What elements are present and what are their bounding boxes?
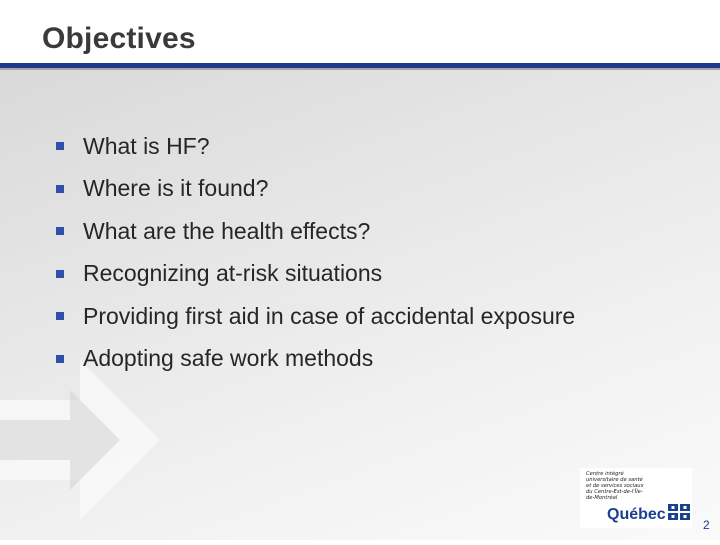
- bullet-text: What is HF?: [83, 132, 210, 159]
- ciusss-logo: [580, 468, 692, 528]
- bullet-text: What are the health effects?: [83, 217, 371, 244]
- fleur-de-lis-flag-icon: [668, 504, 690, 520]
- bullet-text: Recognizing at-risk situations: [83, 260, 383, 287]
- square-bullet-icon: [56, 355, 64, 363]
- square-bullet-icon: [56, 270, 64, 278]
- square-bullet-icon: [56, 142, 64, 150]
- objectives-list: [56, 125, 575, 380]
- quebec-wordmark: Québec: [607, 506, 666, 523]
- list-item: [56, 253, 575, 296]
- slide-title: Objectives: [42, 22, 196, 55]
- list-item: [56, 168, 575, 211]
- logo-institution-text: Centre intégré universitaire de santé et de services sociaux du Centre-Est-de-l'Île-de-Montréal: [586, 471, 644, 501]
- title-rule-grey: [0, 68, 720, 70]
- square-bullet-icon: [56, 227, 64, 235]
- bullet-text: Adopting safe work methods: [83, 345, 374, 372]
- bullet-text: Providing first aid in case of accidental exposure: [83, 302, 576, 329]
- slide-header: [0, 0, 720, 70]
- bullet-text: Where is it found?: [83, 175, 269, 202]
- square-bullet-icon: [56, 312, 64, 320]
- square-bullet-icon: [56, 185, 64, 193]
- list-item: [56, 210, 575, 253]
- list-item: [56, 338, 575, 381]
- list-item: [56, 295, 575, 338]
- page-number: 2: [703, 518, 710, 532]
- list-item: [56, 125, 575, 168]
